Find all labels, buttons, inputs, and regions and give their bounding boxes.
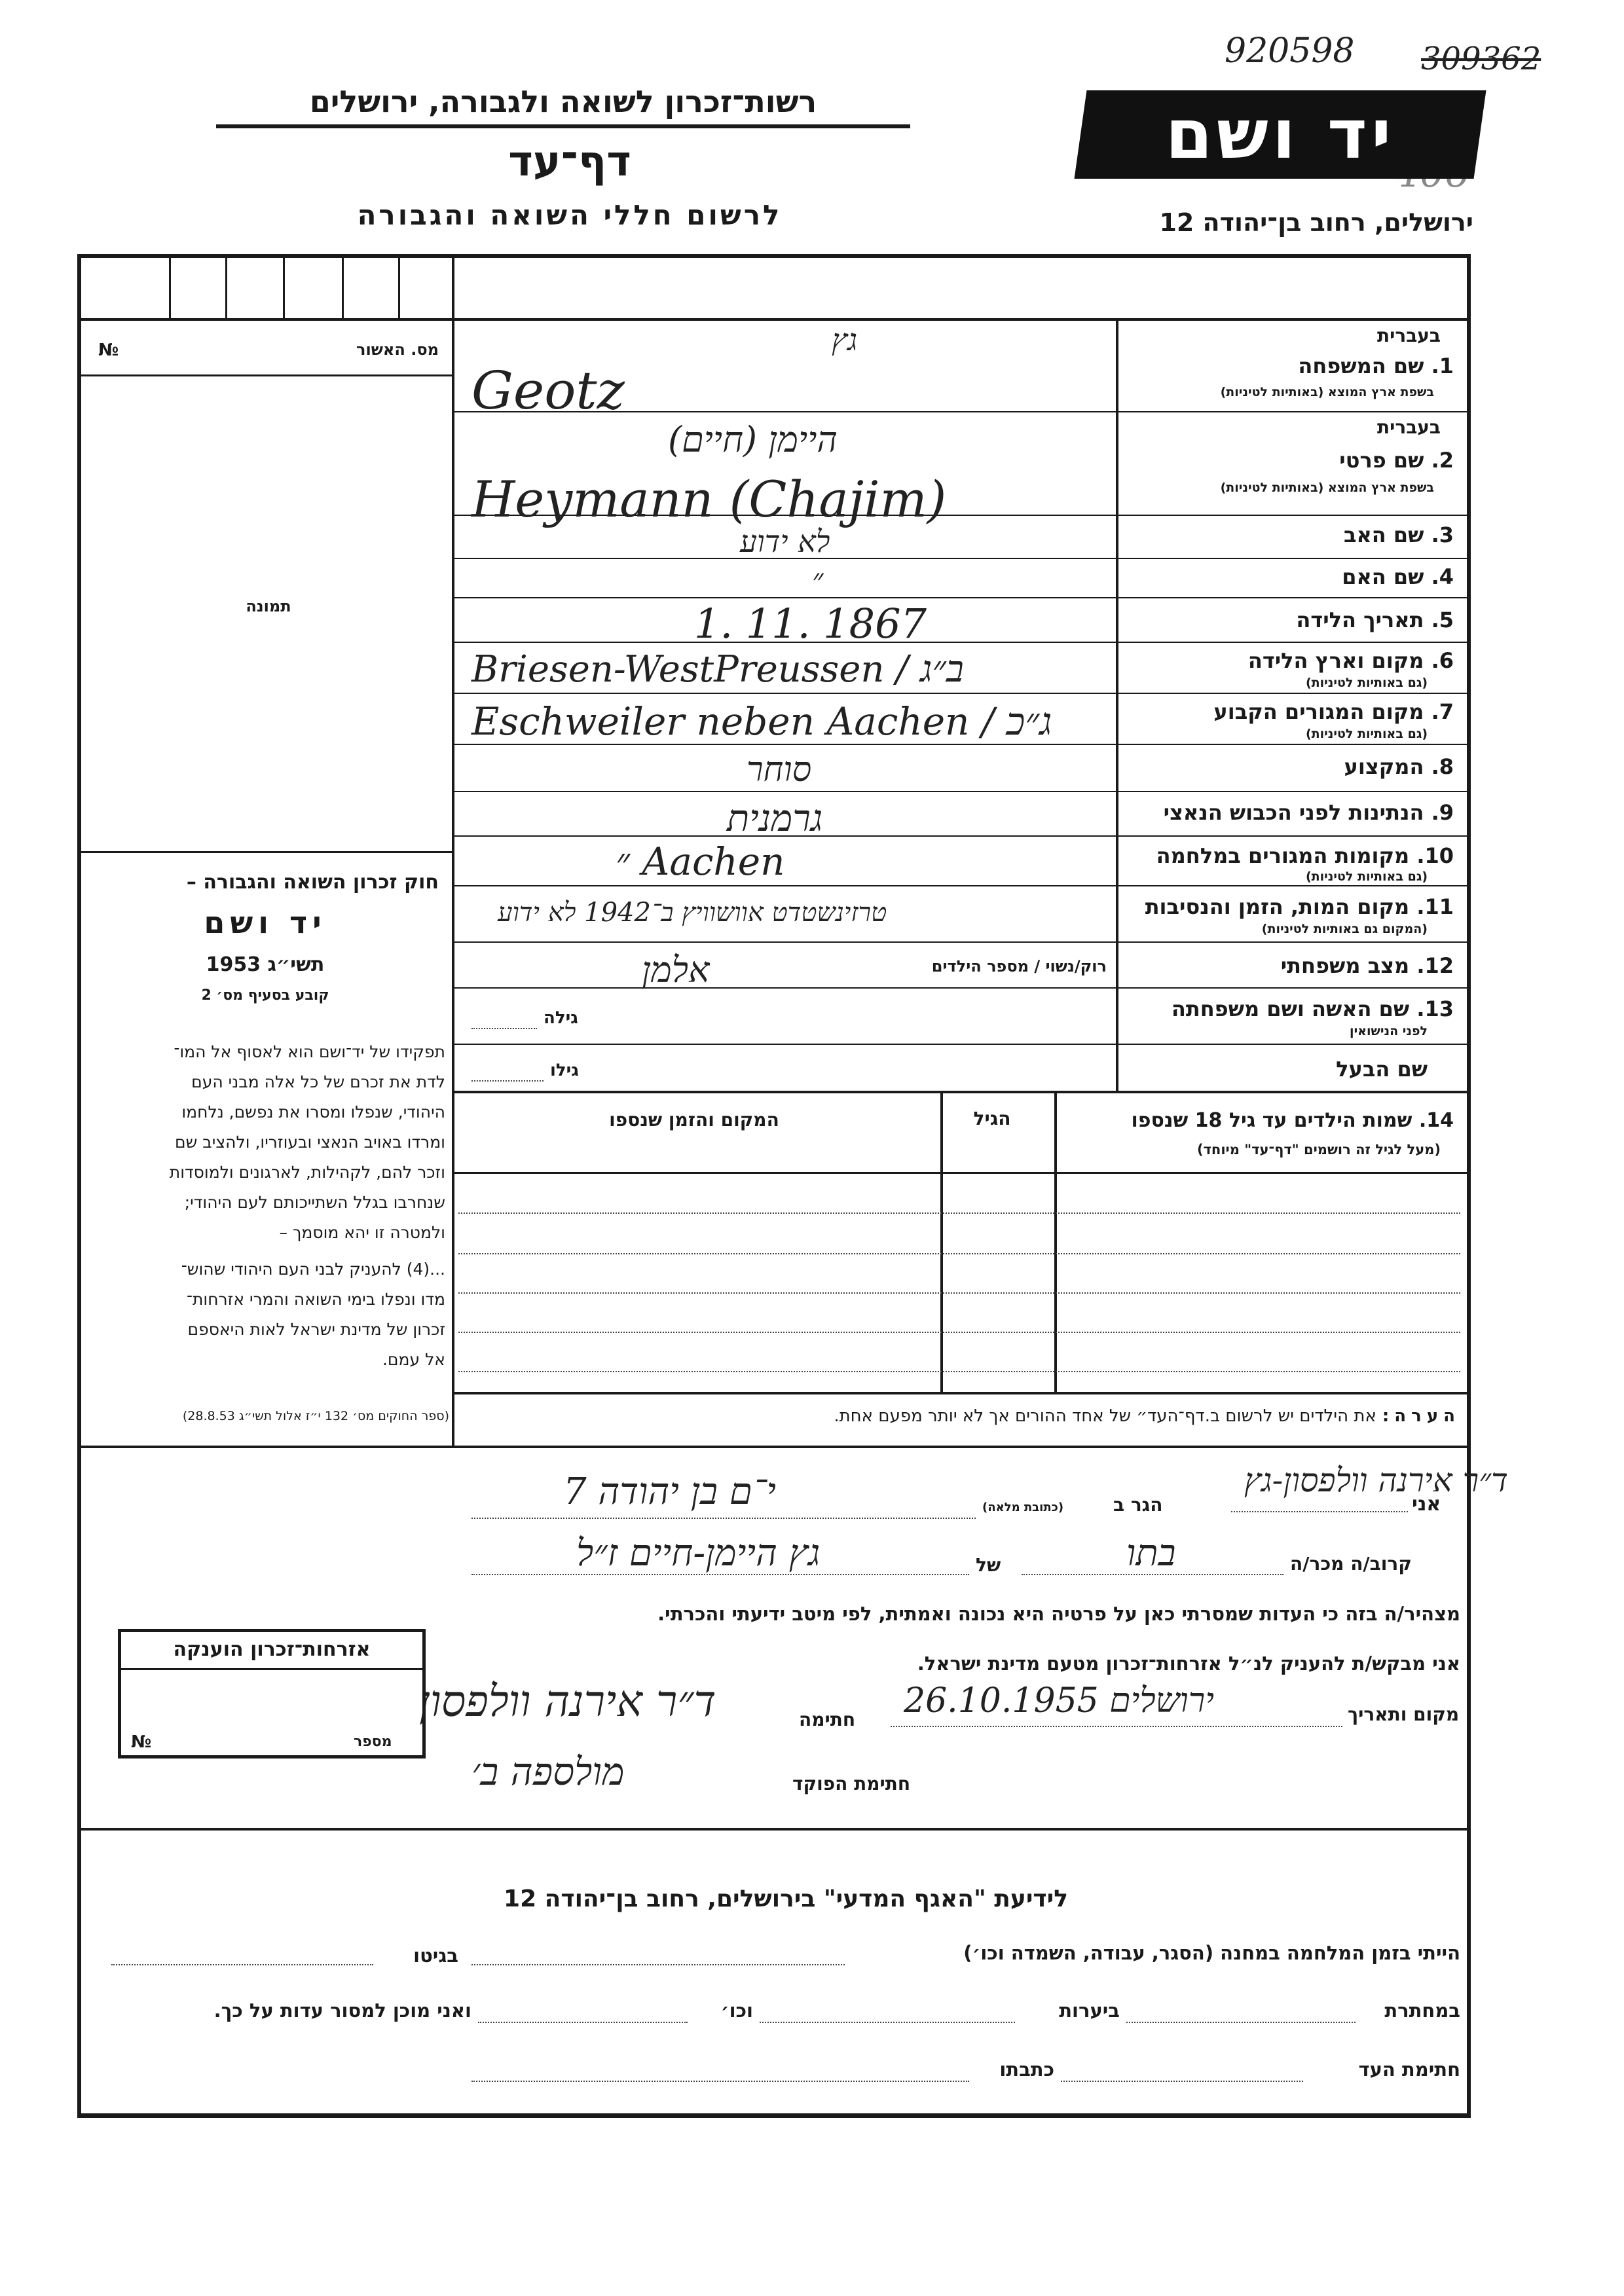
row-separator [453,1044,1467,1045]
row-separator [453,987,1467,989]
row-separator [453,597,1467,598]
field-5-label-text: תאריך הלידה [1296,608,1424,632]
field-8-label-text: המקצוע [1344,754,1424,779]
law-clause: קובע בסעיף מס׳ 2 [201,987,329,1004]
row-separator [453,941,1467,943]
box-divider [398,257,400,319]
of-label: של [976,1554,1001,1576]
law-year: תשי״ג 1953 [206,953,325,976]
law-text-line: אל עמם. [382,1350,445,1369]
place-date-line [891,1726,1342,1727]
children-table-number: 14. [1418,1109,1454,1132]
footer-line1-b: בגיטו [413,1944,458,1967]
field-4-value: ״ [812,562,824,597]
row-separator [453,693,1467,694]
remark-bottom [81,1446,1467,1448]
footer-line2-c: וכו׳ [720,1999,753,2022]
field-10-label-text: מקומות המגורים במלחמה [1156,843,1410,868]
children-header-bottom [453,1172,1467,1174]
box-divider [169,257,171,319]
field-11-small: (המקום גם באותיות לטיניות) [1261,922,1428,936]
field-12-value: אלמן [642,949,710,991]
footer-line2-etc [478,2022,688,2023]
law-text-line: היהודי, שנפלו ומסרו את נפשם, נלחמו [181,1102,445,1121]
place-date-label: מקום ותאריך [1348,1704,1460,1725]
field-2-label [1126,448,1454,473]
law-text-2 [92,1254,445,1375]
remark-label: הערה: [1382,1406,1460,1426]
authority-title: רשות־זכרון לשואה ולגבורה, ירושלים [309,84,817,119]
resides-line [471,1518,976,1519]
field-9-value: גרמנית [727,797,823,840]
children-row-line [458,1212,1460,1214]
field-10-label [1126,843,1454,868]
footer-line3-witness [1061,2081,1303,2082]
row-separator [453,642,1467,643]
of-value: גץ היימן-חיים ז״ל [576,1532,821,1575]
citizenship-box-inner [121,1668,422,1670]
children-col-divider [940,1093,943,1392]
field-9-number: 9. [1431,800,1454,825]
field-6-label [1126,648,1454,673]
resides-small: (כתובת מלאה) [982,1501,1064,1514]
row-separator [453,744,1467,745]
field-7-small: (גם באותיות לטיניות) [1305,727,1428,741]
field-5-label [1126,608,1454,632]
field-6-label-text: מקום וארץ הלידה [1247,648,1424,673]
footer-separator [81,1828,1467,1831]
resides-value: י־ם בן יהודה 7 [563,1470,776,1513]
field-1-small: בשפת ארץ המוצא (באותיות לטיניות) [1220,385,1434,399]
corner-number-2: 309362 [1421,41,1541,77]
institution-address: ירושלים, רחוב בן־יהודה 12 [1159,208,1473,237]
box-divider [342,257,344,319]
field-11-value: טרזינשטדט אוושוויץ ב־1942 לא ידוע [498,898,887,928]
field-1-value: Geotz [471,360,625,421]
field-6-number: 6. [1431,648,1454,673]
box-divider [283,257,285,319]
footer-title: לידיעת "האגף המדעי" בירושלים, רחוב בן־יהודה 12 [504,1886,1068,1912]
remark-text: את הילדים יש לרשום ב.דף־העד״ של אחד ההורים אך לא יותר מפעם אחת. [834,1406,1376,1426]
children-row-line [458,1332,1460,1333]
photo-label: תמונה [246,597,291,615]
approval-no-label: מס. האשור [356,340,439,359]
field-1-heb-label: בעברית [1376,325,1441,346]
approval-no-sign: № [98,340,119,360]
footer-line3-b: כתבתו [999,2058,1054,2081]
remark [485,1406,1460,1426]
field-10-number: 10. [1416,843,1454,868]
form-title: דף־עד [508,137,631,186]
footer-line1-a: הייתי בזמן המלחמה במחנה (הסגר, עבודה, השמדה וכו׳) [963,1942,1460,1964]
officer-signature: מולספה ב׳ [471,1749,625,1794]
children-row-line [458,1253,1460,1254]
field-10-small: (גם באותיות לטיניות) [1305,869,1428,884]
field-11-label [1126,894,1454,919]
declaration-request: אני מבקש/ת להעניק לנ״ל אזרחות־זכרון מטעם מדינת ישראל. [917,1652,1460,1675]
field-7-label [1126,699,1454,724]
field-11-number: 11. [1416,894,1454,919]
place-date-value: ירושלים 26.10.1955 [904,1681,1214,1721]
photo-box-bottom [81,851,453,853]
field-8-label [1126,754,1454,779]
law-name: יד ושם [204,905,327,940]
authority-underline [216,124,910,128]
field-1-label-text: שם המשפחה [1298,354,1424,378]
field-3-value: לא ידוע [740,524,830,559]
frame-bottom [77,2113,1471,2118]
field-13-number: 13. [1416,996,1454,1021]
field-11-label-text: מקום המות, הזמן והנסיבות [1145,894,1410,919]
children-row-line [458,1292,1460,1294]
law-text-line: שנחרבו בגלל השתייכותם לעם היהודי; [184,1193,445,1212]
box-divider [225,257,227,319]
law-reference: (ספר החוקים מס׳ 132 י״ז אלול תשי״ג 28.8.53) [182,1409,449,1423]
field-5-value: 1. 11. 1867 [694,600,927,647]
children-table-title [1054,1109,1454,1132]
field-2-number: 2. [1431,448,1454,473]
declaration-statement: מצהיר/ה בזה כי העדות שמסרתי כאן על פרטיה היא נכונה ואמתית, לפי מיטב ידיעתי והכרתי. [657,1603,1460,1625]
field-13-label-text: שם האשה ושם משפחתה [1171,996,1410,1021]
relative-label: קרוב/ה מכר/ה [1290,1553,1412,1575]
frame-right [1467,254,1471,2117]
field-6-small: (גם באותיות לטיניות) [1305,676,1428,690]
of-line [471,1574,969,1575]
field-2-heb-label: בעברית [1376,416,1441,438]
field-6-value: Briesen-WestPreussen / ב״ג [471,648,964,691]
field-1-number: 1. [1431,354,1454,378]
signature-label: חתימה [799,1709,856,1730]
row-separator [453,1091,1467,1093]
field-10-value: ״ Aachen [616,839,785,884]
field-3-number: 3. [1431,522,1454,547]
officer-label: חתימת הפוקד [792,1773,911,1795]
field-2-value: Heymann (Chajim) [471,470,947,528]
children-table-title-text: שמות הילדים עד גיל 18 שנספו [1131,1109,1412,1132]
children-col-divider [1054,1093,1057,1392]
field-1-value-heb: גץ [832,322,858,357]
footer-line2-underground [1126,2022,1356,2023]
logo-text: יד ושם [1165,94,1395,174]
footer-line2-a: במחתרת [1384,1999,1460,2022]
field-2-label-text: שם פרטי [1339,448,1424,473]
citizenship-number-label: מספר [354,1734,392,1750]
field-13-small: לפני הנישואין [1350,1024,1428,1038]
field-8-number: 8. [1431,754,1454,779]
field-12-number: 12. [1416,953,1454,978]
resides-label: הגר ב [1113,1494,1163,1516]
left-column-divider [452,321,454,1447]
field-13-label [1126,996,1454,1021]
frame-top [77,254,1471,258]
frame-left [77,254,81,2117]
box-divider [452,257,454,319]
law-title: חוק זכרון השואה והגבורה – [186,871,439,894]
field-3-label-text: שם האב [1343,522,1424,547]
children-table-note: (מעל לגיל זה רושמים "דף־עד" מיוחד) [1196,1142,1441,1157]
citizenship-box-title: אזרחות־זכרון הוענקה [173,1638,371,1661]
wife-age-label: גילה [544,1008,578,1028]
top-box-row-bottom [81,318,1467,321]
footer-line1-camp [471,1964,845,1965]
husband-age-line [471,1080,544,1082]
law-text-line: ומרדו באויב הנאצי ובעוזריו, ולהציב שם [175,1133,445,1152]
field-1-label [1126,354,1454,378]
footer-line1-ghetto [111,1964,373,1965]
field-9-label [1126,800,1454,825]
declarant-line [1231,1511,1408,1512]
label-column-divider [1116,321,1118,1091]
law-text [92,1037,445,1248]
wife-age-line [471,1028,537,1029]
field-12-children-label: רוק/נשוי / מספר הילדים [931,957,1107,975]
law-text-line: ולמטרה זו יהא מוסמך – [279,1223,445,1242]
field-2-small: בשפת ארץ המוצא (באותיות לטיניות) [1220,481,1434,495]
citizenship-number-sign: № [131,1732,152,1752]
approval-row-bottom [81,374,453,376]
row-separator [453,835,1467,837]
table-bottom [453,1392,1467,1394]
children-col-place: המקום והזמן שנספו [609,1109,779,1131]
field-12-label [1126,953,1454,978]
row-separator [453,791,1467,792]
footer-line3-a: חתימת העד [1358,2058,1460,2081]
field-4-number: 4. [1431,564,1454,589]
field-7-label-text: מקום המגורים הקבוע [1213,699,1424,724]
signature-value: ד״ר אירנה וולפסון [419,1676,716,1726]
row-separator [453,558,1467,559]
row-separator [453,885,1467,886]
field-5-number: 5. [1431,608,1454,632]
husband-age-label: גילו [550,1061,579,1080]
declarant-label: אני [1412,1493,1441,1516]
law-text-line: וזכר להם, לקהילות, לארגונים ולמוסדות [169,1163,445,1182]
relative-value: בתו [1126,1532,1176,1575]
law-text-line: לדת את זכרם של כל אלה מבני העם [191,1072,445,1091]
field-2-value-heb: היימן (חיים) [668,419,838,460]
relative-line [1022,1574,1283,1575]
field-3-label [1126,522,1454,547]
law-text-line: זכרון של מדינת ישראל לאות היאספם [187,1320,445,1339]
declarant-name: ד״ר אירנה וולפסון-גץ [1244,1461,1508,1499]
law-text-line: ...(4) להעניק לבני העם היהודי שהוש־ [181,1260,445,1279]
footer-line2-b: ביערות [1059,1999,1120,2022]
corner-number-1: 920598 [1225,31,1355,71]
field-4-label-text: שם האם [1342,564,1424,589]
children-col-age: הגיל [973,1108,1011,1129]
field-8-value: סוחר [747,750,812,790]
law-text-line: תפקידו של יד־ושם הוא לאסוף אל המו־ [174,1042,445,1061]
children-row-line [458,1371,1460,1372]
footer-line3-address [471,2081,969,2082]
footer-line2-d: ואני מוכן למסור עדות על כך. [213,1999,471,2022]
field-12-label-text: מצב משפחתי [1280,953,1410,978]
form-subtitle: לרשום חללי השואה והגבורה [357,199,783,231]
field-9-label-text: הנתינות לפני הכבוש הנאצי [1163,800,1424,825]
field-7-value: Eschweiler neben Aachen / ג״כ [471,699,1052,744]
field-7-number: 7. [1431,699,1454,724]
husband-label: שם הבעל [1336,1057,1428,1082]
footer-line2-forests [760,2022,1015,2023]
field-4-label [1126,564,1454,589]
law-text-line: מדו ונפלו בימי השואה והמרי אזרחות־ [186,1290,445,1309]
